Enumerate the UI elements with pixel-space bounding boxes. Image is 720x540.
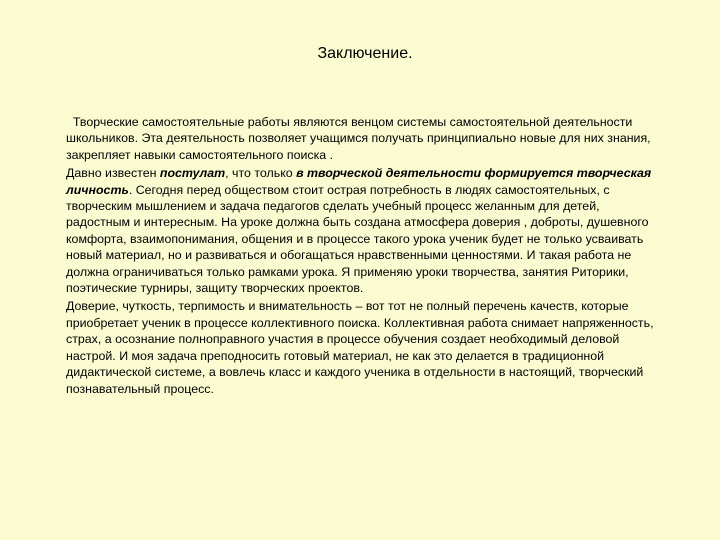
text-run: Давно известен: [66, 166, 160, 181]
paragraph-postulate: [66, 165, 666, 296]
slide-body: [66, 114, 666, 397]
emphasis-postulate: постулат: [159, 166, 226, 181]
slide-title: Заключение.: [317, 45, 413, 62]
text-run: . Сегодня перед обществом стоит острая потребность в людях самостоятельных, с творческим мышлением и задача педагогов сделать учебный процесс желанным для детей, радостным и интересным. На уроке должна быть создана атмосфера доверия , доброты, душевного комфорта, взаимопонимания, общения и в процессе такого урока ученик будет не только усваивать новый материал, но и развиваться и обогащаться нравственными ценностями. И такая работа не должна ограничиваться только рамками урока. Я применяю уроки творчества, занятия Риторики, поэтические турниры, защиту творческих проектов.: [66, 182, 649, 296]
paragraph-trust: Доверие, чуткость, терпимость и внимательность – вот тот не полный перечень качеств, которые приобретает ученик в процессе коллективного поиска. Коллективная работа снимает напряженность, страх, а осознание полноправного участия в процессе обучения создает необходимый деловой настрой. И моя задача преподносить готовый материал, не как это делается в традиционной дидактической системе, а вовлечь класс и каждого ученика в отдельности в настоящий, творческий познавательный процесс.: [66, 299, 654, 396]
emphasis-creative-personality: в творческой деятельности формируется творческая личность: [66, 166, 652, 197]
paragraph-intro: Творческие самостоятельные работы являются венцом системы самостоятельной деятельности школьников. Эта деятельность позволяет учащимся получать принципиально новые для них знания, закрепляет навыки самостоятельного поиска .: [66, 115, 655, 162]
text-run: , что только: [225, 166, 297, 181]
